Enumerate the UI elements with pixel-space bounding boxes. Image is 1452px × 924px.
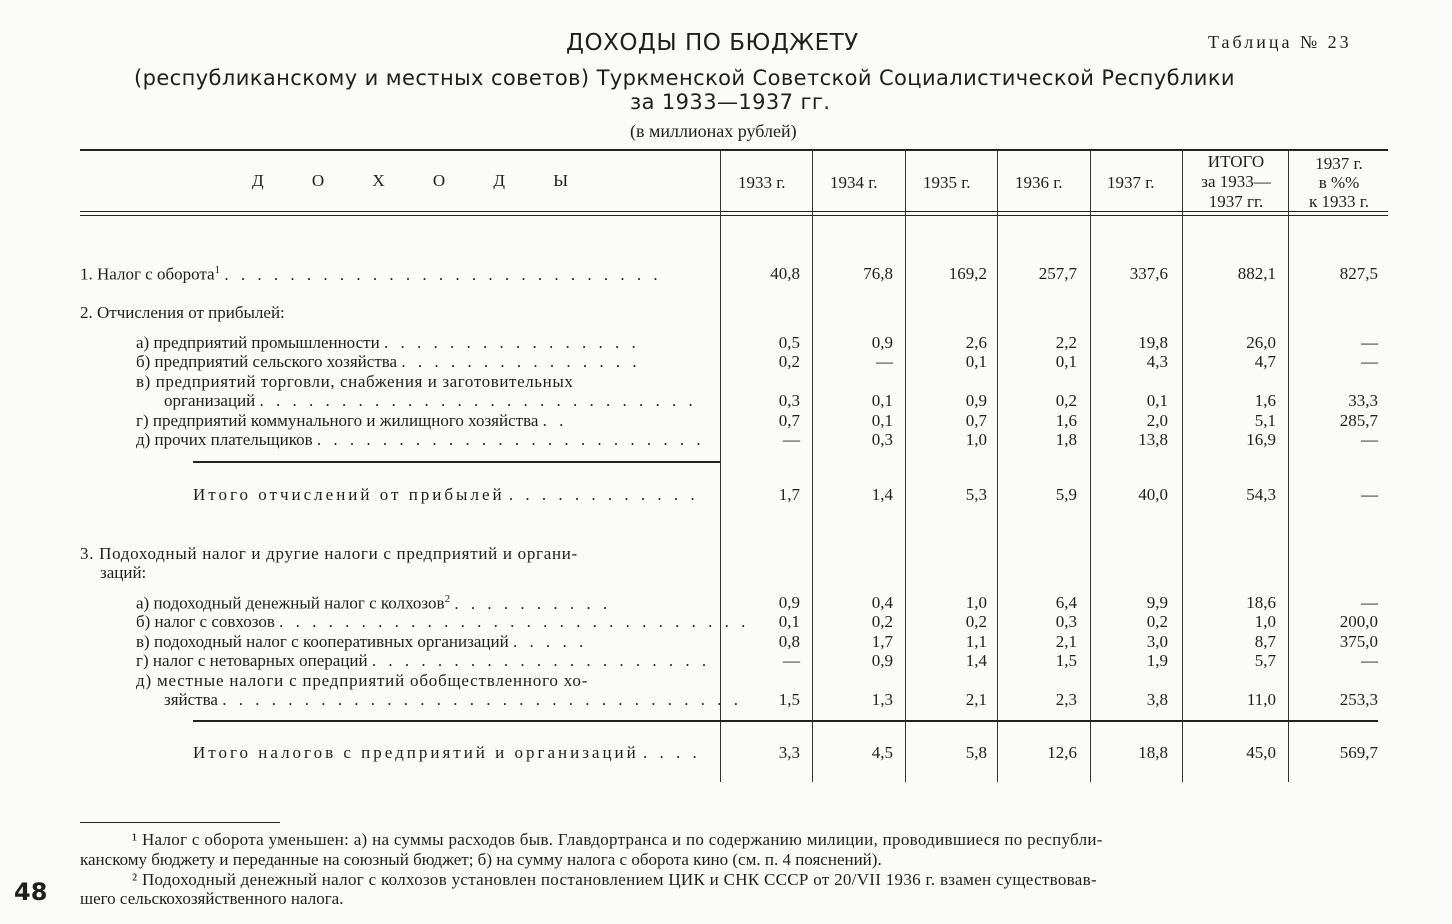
row-label-local-taxes-l1: д) местные налоги с предприятий обобществленного хо- <box>136 671 589 690</box>
table-cell-r3d-2: 1,4 <box>965 651 987 670</box>
table-cell-r3a-1: 0,4 <box>871 593 893 612</box>
table-cell-t2-3: 5,9 <box>1055 485 1077 504</box>
row-label-other-payers: д) прочих плательщиков . . . . . . . . . . . . . . . . . . . . . . . . <box>136 430 705 449</box>
table-cell-r2c-5: 1,6 <box>1254 391 1276 410</box>
table-cell-r2c-0: 0,3 <box>778 391 800 410</box>
table-cell-r1-4: 337,6 <box>1129 264 1168 283</box>
col-divider <box>997 150 998 782</box>
row-label-trade-l1: в) предприятий торговли, снабжения и заготовительных <box>136 372 574 391</box>
table-cell-r3a-0: 0,9 <box>778 593 800 612</box>
row-label-turnover-tax: 1. Налог с оборота$^1$ . . . . . . . . . . . . . . . . . . . . . . . . . . . <box>80 264 662 284</box>
table-cell-t3-4: 18,8 <box>1138 743 1168 762</box>
table-cell-t3-2: 5,8 <box>965 743 987 762</box>
column-header-1934: 1934 г. <box>830 173 878 192</box>
table-cell-r2a-5: 26,0 <box>1246 333 1276 352</box>
table-cell-r3e-5: 11,0 <box>1246 690 1276 709</box>
column-header-total-l3: 1937 гг. <box>1208 192 1264 211</box>
table-cell-r3d-0: — <box>783 651 800 670</box>
footnote-1-line2: канскому бюджету и переданные на союзный бюджет; б) на сумму налога с оборота кино (см. п. 4 пояснений). <box>80 850 882 869</box>
column-header-revenues: Д О Х О Д Ы <box>252 171 591 190</box>
table-cell-t2-4: 40,0 <box>1138 485 1168 504</box>
table-cell-r3b-0: 0,1 <box>778 612 800 631</box>
table-cell-r2e-3: 1,8 <box>1055 430 1077 449</box>
table-cell-r2b-2: 0,1 <box>965 352 987 371</box>
table-cell-r2a-4: 19,8 <box>1138 333 1168 352</box>
table-cell-r3d-6: — <box>1361 651 1378 670</box>
table-cell-r3b-2: 0,2 <box>965 612 987 631</box>
footnote-2-line1: ² Подоходный денежный налог с колхозов установлен постановлением ЦИК и СНК СССР от 20/VII 1936 г. взамен существовав- <box>132 870 1097 889</box>
row-label-communal: г) предприятий коммунального и жилищного хозяйства . . <box>136 411 568 430</box>
section-label-profit-deductions: 2. Отчисления от прибылей: <box>80 303 285 322</box>
table-cell-r3b-4: 0,2 <box>1146 612 1168 631</box>
table-cell-r2e-0: — <box>783 430 800 449</box>
table-cell-r2d-1: 0,1 <box>871 411 893 430</box>
table-cell-t2-6: — <box>1361 485 1378 504</box>
table-cell-r3e-0: 1,5 <box>778 690 800 709</box>
col-divider <box>905 150 906 782</box>
row-label-non-commodity-tax: г) налог с нетоварных операций . . . . . . . . . . . . . . . . . . . . . <box>136 651 711 670</box>
table-cell-r3e-1: 1,3 <box>871 690 893 709</box>
table-cell-r3d-1: 0,9 <box>871 651 893 670</box>
table-cell-r2a-6: — <box>1361 333 1378 352</box>
table-cell-r3e-4: 3,8 <box>1146 690 1168 709</box>
table-cell-r3c-4: 3,0 <box>1146 632 1168 651</box>
table-cell-t3-6: 569,7 <box>1339 743 1378 762</box>
column-header-pct-l1: 1937 г. <box>1315 154 1363 173</box>
col-divider <box>1090 150 1091 782</box>
row-label-trade-l2: организаций . . . . . . . . . . . . . . . . . . . . . . . . . . . <box>164 391 697 410</box>
table-top-rule <box>80 149 1388 151</box>
table-cell-r3d-5: 5,7 <box>1254 651 1276 670</box>
table-number: Таблица № 23 <box>1208 32 1352 52</box>
subtotal-rule <box>193 720 1378 722</box>
table-cell-r3b-1: 0,2 <box>871 612 893 631</box>
table-cell-r3c-2: 1,1 <box>965 632 987 651</box>
footnote-rule <box>80 822 280 823</box>
table-cell-r2e-2: 1,0 <box>965 430 987 449</box>
column-header-1935: 1935 г. <box>923 173 971 192</box>
table-cell-r2b-3: 0,1 <box>1055 352 1077 371</box>
column-header-1933: 1933 г. <box>738 173 786 192</box>
table-cell-r2a-0: 0,5 <box>778 333 800 352</box>
table-cell-r2a-1: 0,9 <box>871 333 893 352</box>
row-label-total-profit-deductions: Итого отчислений от прибылей . . . . . . . . . . . . <box>193 485 699 504</box>
col-divider <box>720 150 721 782</box>
table-cell-t2-1: 1,4 <box>871 485 893 504</box>
table-cell-t2-2: 5,3 <box>965 485 987 504</box>
table-cell-r2c-6: 33,3 <box>1348 391 1378 410</box>
table-cell-r2c-3: 0,2 <box>1055 391 1077 410</box>
table-cell-r3e-3: 2,3 <box>1055 690 1077 709</box>
row-label-kolkhoz-tax: а) подоходный денежный налог с колхозов$^2$ . . . . . . . . . . <box>136 593 612 613</box>
subtotal-rule <box>193 461 720 463</box>
table-cell-r2d-0: 0,7 <box>778 411 800 430</box>
subtitle-line2: за 1933—1937 гг. <box>630 90 831 114</box>
row-label-local-taxes-l2: зяйства . . . . . . . . . . . . . . . . . . . . . . . . . . . . . . . . <box>164 690 742 709</box>
table-cell-r3d-4: 1,9 <box>1146 651 1168 670</box>
table-cell-r3a-6: — <box>1361 593 1378 612</box>
table-cell-r1-2: 169,2 <box>948 264 987 283</box>
table-cell-r2e-5: 16,9 <box>1246 430 1276 449</box>
table-cell-t2-0: 1,7 <box>778 485 800 504</box>
table-cell-r3b-6: 200,0 <box>1339 612 1378 631</box>
table-cell-r2b-6: — <box>1361 352 1378 371</box>
row-label-agriculture: б) предприятий сельского хозяйства . . . . . . . . . . . . . . . <box>136 352 641 371</box>
table-cell-r2e-4: 13,8 <box>1138 430 1168 449</box>
table-cell-r2b-5: 4,7 <box>1254 352 1276 371</box>
footnote-1-line1: ¹ Налог с оборота уменьшен: а) на суммы расходов быв. Главдортранса и по содержанию милиции, проводившиеся по республи- <box>132 830 1103 849</box>
page-title: ДОХОДЫ ПО БЮДЖЕТУ <box>566 30 859 56</box>
column-header-1936: 1936 г. <box>1015 173 1063 192</box>
table-cell-r2c-4: 0,1 <box>1146 391 1168 410</box>
table-cell-r2e-1: 0,3 <box>871 430 893 449</box>
table-cell-r2a-3: 2,2 <box>1055 333 1077 352</box>
table-cell-r2e-6: — <box>1361 430 1378 449</box>
table-cell-t2-5: 54,3 <box>1246 485 1276 504</box>
table-cell-r1-1: 76,8 <box>863 264 893 283</box>
table-cell-r3e-6: 253,3 <box>1339 690 1378 709</box>
footnote-2-line2: шего сельскохозяйственного налога. <box>80 889 344 908</box>
table-cell-t3-0: 3,3 <box>778 743 800 762</box>
subtitle-line1: (республиканскому и местных советов) Туркменской Советской Социалистической Республики <box>134 66 1235 90</box>
table-cell-r2b-0: 0,2 <box>778 352 800 371</box>
table-cell-r2d-6: 285,7 <box>1339 411 1378 430</box>
units-note: (в миллионах рублей) <box>630 121 797 141</box>
header-rule-2 <box>80 215 1388 216</box>
page-number: 48 <box>14 878 48 906</box>
table-cell-r3c-6: 375,0 <box>1339 632 1378 651</box>
row-label-sovkhoz-tax: б) налог с совхозов . . . . . . . . . . . . . . . . . . . . . . . . . . . . . <box>136 612 750 631</box>
table-cell-r3c-5: 8,7 <box>1254 632 1276 651</box>
column-header-pct-l3: к 1933 г. <box>1308 192 1370 211</box>
table-cell-r1-6: 827,5 <box>1339 264 1378 283</box>
table-cell-r3e-2: 2,1 <box>965 690 987 709</box>
table-cell-r3b-5: 1,0 <box>1254 612 1276 631</box>
section-label-income-tax-l1: 3. Подоходный налог и другие налоги с предприятий и органи- <box>80 544 578 563</box>
table-cell-r2c-1: 0,1 <box>871 391 893 410</box>
table-cell-t3-1: 4,5 <box>871 743 893 762</box>
table-cell-r2d-2: 0,7 <box>965 411 987 430</box>
column-header-total-l1: ИТОГО <box>1207 152 1265 171</box>
table-cell-r2b-1: — <box>876 352 893 371</box>
section-label-income-tax-l2: заций: <box>100 563 147 582</box>
table-cell-r3b-3: 0,3 <box>1055 612 1077 631</box>
table-cell-t3-5: 45,0 <box>1246 743 1276 762</box>
column-header-total-l2: за 1933— <box>1201 172 1271 191</box>
table-cell-r3c-3: 2,1 <box>1055 632 1077 651</box>
table-cell-r3c-0: 0,8 <box>778 632 800 651</box>
row-label-total-enterprise-taxes: Итого налогов с предприятий и организаций . . . . <box>193 743 701 762</box>
table-cell-r1-5: 882,1 <box>1237 264 1276 283</box>
column-header-1937: 1937 г. <box>1107 173 1155 192</box>
table-cell-r2a-2: 2,6 <box>965 333 987 352</box>
col-divider <box>1288 150 1289 782</box>
column-header-pct-l2: в %% <box>1318 173 1360 192</box>
table-cell-r2c-2: 0,9 <box>965 391 987 410</box>
table-cell-r3a-3: 6,4 <box>1055 593 1077 612</box>
row-label-cooperative-tax: в) подоходный налог с кооперативных организаций . . . . . <box>136 632 588 651</box>
table-cell-r3a-4: 9,9 <box>1146 593 1168 612</box>
table-cell-r2d-5: 5,1 <box>1254 411 1276 430</box>
table-cell-r2d-4: 2,0 <box>1146 411 1168 430</box>
table-cell-t3-3: 12,6 <box>1047 743 1077 762</box>
table-cell-r1-3: 257,7 <box>1038 264 1077 283</box>
col-divider <box>812 150 813 782</box>
col-divider <box>1182 150 1183 782</box>
table-cell-r3a-2: 1,0 <box>965 593 987 612</box>
table-cell-r1-0: 40,8 <box>770 264 800 283</box>
table-cell-r3c-1: 1,7 <box>871 632 893 651</box>
row-label-industry: а) предприятий промышленности . . . . . . . . . . . . . . . . <box>136 333 640 352</box>
table-cell-r2d-3: 1,6 <box>1055 411 1077 430</box>
table-cell-r2b-4: 4,3 <box>1146 352 1168 371</box>
table-cell-r3d-3: 1,5 <box>1055 651 1077 670</box>
table-cell-r3a-5: 18,6 <box>1246 593 1276 612</box>
